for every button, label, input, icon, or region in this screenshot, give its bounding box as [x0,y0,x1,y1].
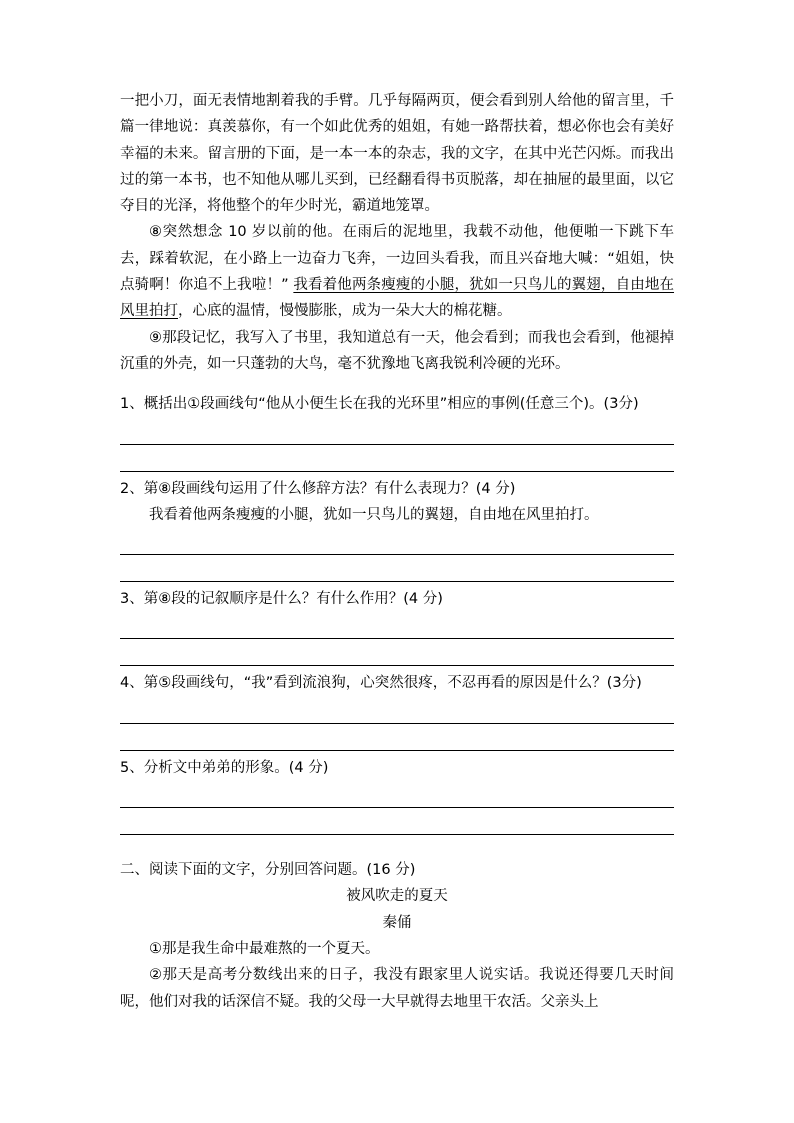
question-3: 3、第⑧段的记叙顺序是什么？有什么作用？(4 分) [120,591,443,608]
paragraph-8-underlined-sentence: 我看着他两条瘦瘦的小腿，犹如一只鸟儿的翼翅，自由地在风里拍打 [120,277,675,320]
answer-line[interactable] [120,808,674,835]
spacer [120,377,674,391]
question-1: 1、概括出①段画线句“他从小便生长在我的光环里”相应的事例(任意三个)。(3分) [120,396,639,413]
question-5: 5、分析文中弟弟的形象。(4 分) [120,759,329,776]
article-author: 秦俑 [382,914,412,931]
answer-line[interactable] [120,639,674,666]
answer-line[interactable] [120,528,674,555]
question-4: 4、第⑤段画线句，“我”看到流浪狗，心突然很疼，不忍再看的原因是什么？(3分) [120,675,642,692]
answer-line[interactable] [120,445,674,472]
answer-line[interactable] [120,418,674,445]
passage-paragraph-continued: 一把小刀，面无表情地割着我的手臂。几乎每隔两页，便会看到别人给他的留言里，千篇一律地说：真羡慕你，有一个如此优秀的姐姐，有她一路帮扶着，想必你也会有美好幸福的未来。留言册的下面，是一本一本的杂志，我的文字，在其中光芒闪烁。而我出过的第一本书，也不知他从哪儿买到，已经翻看得书页脱落，却在抽屉的最里面，以它夺目的光泽，将他整个的年少时光，霸道地笼罩。 [120,93,674,215]
paragraph-8-text-end: ，心底的温情，慢慢膨胀，成为一朵大大的棉花糖。 [178,303,512,320]
answer-line[interactable] [120,612,674,639]
section-2-heading: 二、阅读下面的文字，分别回答问题。(16 分) [120,862,416,879]
passage-paragraph-9: ⑨那段记忆，我写入了书里，我知道总有一天，他会看到；而我也会看到，他褪掉沉重的外壳，如一只蓬勃的大鸟，毫不犹豫地飞离我锐利冷硬的光环。 [120,329,674,372]
answer-line[interactable] [120,781,674,808]
article-paragraph-1: ①那是我生命中最难熬的一个夏天。 [149,940,380,957]
question-2: 2、第⑧段画线句运用了什么修辞方法？有什么表现力？(4 分) [120,480,516,497]
answer-line[interactable] [120,724,674,751]
article-paragraph-2: ②那天是高考分数线出来的日子，我没有跟家里人说实话。我说还得要几天时间呢，他们对我的话深信不疑。我的父母一大早就得去地里干农活。父亲头上 [120,967,674,1010]
passage-paragraph-8 [120,219,674,324]
answer-line[interactable] [120,555,674,582]
spacer [120,835,674,857]
article-title: 被风吹走的夏天 [346,888,448,905]
answer-line[interactable] [120,697,674,724]
question-2-quote: 我看着他两条瘦瘦的小腿，犹如一只鸟儿的翼翅，自由地在风里拍打。 [149,506,599,523]
page-content [120,88,674,1015]
paragraph-8-text-start: ⑧突然想念 10 岁以前的他。在雨后的泥地里，我载不动他，他便啪一下跳下车去，踩着软泥，在小路上一边奋力飞奔，一边回头看我，而且兴奋地大喊：“姐姐，快点骑啊！你追不上我啦！” [120,224,674,294]
